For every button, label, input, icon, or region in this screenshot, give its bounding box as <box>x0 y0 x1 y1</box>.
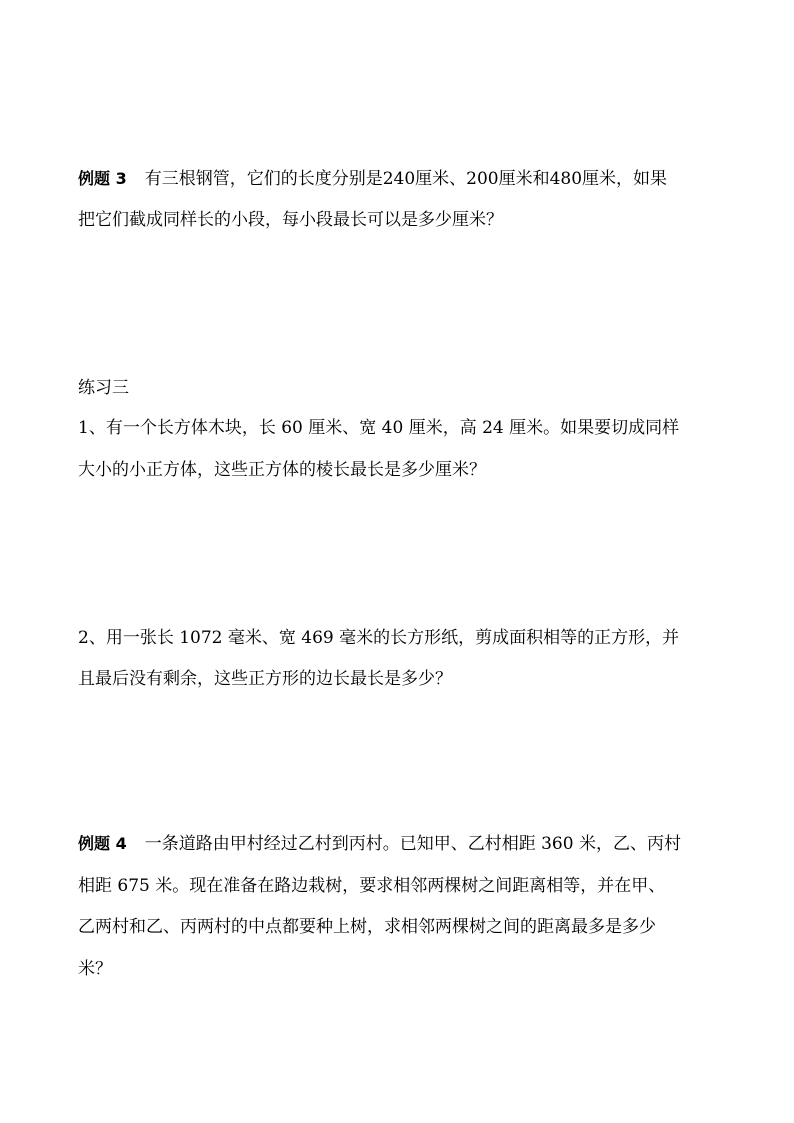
practice3-q2-line-1: 2、用一张长 1072 毫米、宽 469 毫米的长方形纸，剪成面积相等的正方形，并 <box>78 628 680 648</box>
example3-label: 例题 3 <box>78 169 127 188</box>
practice3-heading: 练习三 <box>78 378 129 398</box>
practice3-q1-line-2: 大小的小正方体，这些正方体的棱长最长是多少厘米？ <box>78 460 486 480</box>
practice3-q1-line-1: 1、有一个长方体木块，长 60 厘米、宽 40 厘米，高 24 厘米。如果要切成同样 <box>78 418 680 438</box>
example4-text-line-2: 相距 675 米。现在准备在路边栽树，要求相邻两棵树之间距离相等，并在甲、 <box>78 876 666 896</box>
example3-text-line-1: 有三根钢管，它们的长度分别是240厘米、200厘米和480厘米，如果 <box>144 169 668 189</box>
example4-label: 例题 4 <box>78 834 127 853</box>
example3-text-line-2: 把它们截成同样长的小段，每小段最长可以是多少厘米？ <box>78 210 503 230</box>
example3-line-1 <box>78 167 718 191</box>
example4-text-line-4: 米？ <box>78 959 112 979</box>
example4-text-line-1: 一条道路由甲村经过乙村到丙村。已知甲、乙村相距 360 米，乙、丙村 <box>144 834 681 854</box>
example4-text-line-3: 乙两村和乙、丙两村的中点都要种上树，求相邻两棵树之间的距离最多是多少 <box>78 917 656 937</box>
example4-line-1 <box>78 832 718 856</box>
practice3-q2-line-2: 且最后没有剩余，这些正方形的边长最长是多少？ <box>78 669 452 689</box>
